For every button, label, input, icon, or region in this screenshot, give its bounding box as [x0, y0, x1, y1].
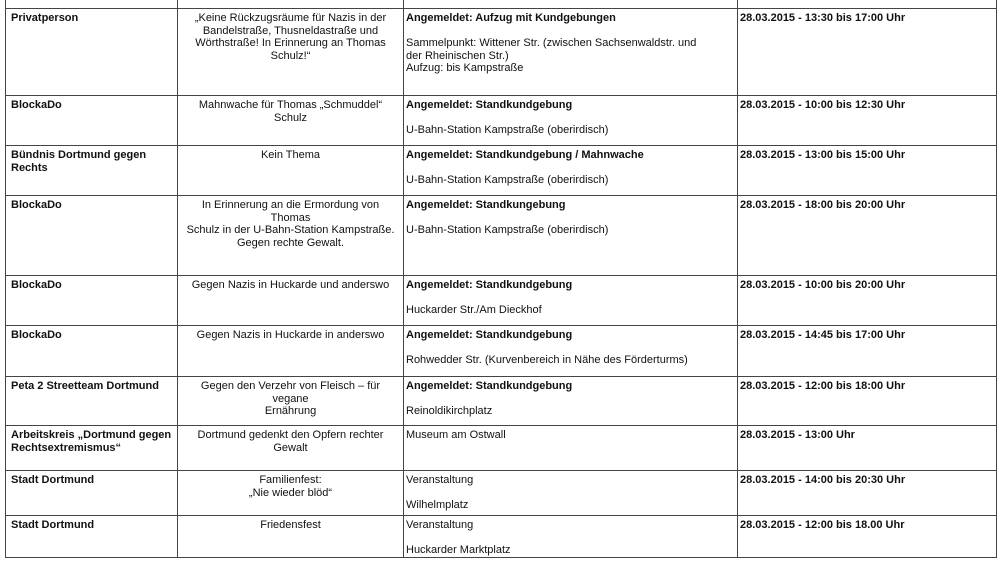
- location-line: Reinoldikirchplatz: [406, 405, 493, 417]
- location-line: Sammelpunkt: Wittener Str. (zwischen Sachsenwaldstr. und: [406, 37, 697, 49]
- topic-line: Schulz in der U-Bahn-Station Kampstraße.: [186, 224, 395, 236]
- location-line: Rohwedder Str. (Kurvenbereich in Nähe des Förderturms): [406, 354, 688, 366]
- spacer: [406, 342, 733, 355]
- spacer: [406, 393, 733, 406]
- location-cell: [404, 96, 738, 146]
- time-cell: 28.03.2015 - 10:00 bis 20:00 Uhr: [738, 276, 997, 326]
- status-text: Angemeldet: Standkundgebung: [406, 99, 573, 111]
- topic-line: „Nie wieder blöd“: [248, 486, 333, 499]
- status-text: Angemeldet: Standkundgebung: [406, 329, 573, 341]
- time-cell: 28.03.2015 - 12:00 bis 18:00 Uhr: [738, 377, 997, 426]
- location-cell: [404, 426, 738, 471]
- topic-cell: [178, 196, 404, 276]
- location-line: U-Bahn-Station Kampstraße (oberirdisch): [406, 224, 609, 236]
- spacer: [406, 162, 733, 175]
- organizer-cell: Arbeitskreis „Dortmund gegen Rechtsextremismus“: [6, 426, 178, 471]
- status-text: Museum am Ostwall: [406, 429, 506, 441]
- topic-line: „Keine Rückzugsräume für Nazis in der: [194, 12, 387, 24]
- organizer-cell: Privatperson: [6, 9, 178, 96]
- topic-line: Gegen Nazis in Huckarde und anderswo: [191, 279, 390, 291]
- location-cell: [404, 471, 738, 516]
- topic-line: Wörthstraße! In Erinnerung an Thomas: [195, 37, 386, 49]
- topic-line: Friedensfest: [260, 519, 321, 531]
- location-line: Huckarder Marktplatz: [406, 544, 511, 556]
- topic-line: Dortmund gedenkt den Opfern rechter Gewalt: [197, 429, 384, 454]
- spacer: [406, 487, 733, 500]
- location-cell: [404, 276, 738, 326]
- time-cell: 28.03.2015 - 13:00 Uhr: [738, 426, 997, 471]
- status-text: Angemeldet: Standkundgebung / Mahnwache: [406, 149, 644, 161]
- topic-line: Kein Thema: [260, 149, 321, 161]
- location-cell: [404, 326, 738, 377]
- topic-line: Familienfest:: [259, 474, 322, 486]
- spacer: [406, 212, 733, 225]
- location-line: U-Bahn-Station Kampstraße (oberirdisch): [406, 124, 609, 136]
- location-cell: [404, 516, 738, 558]
- topic-line: Ernährung: [264, 405, 317, 417]
- time-cell: 28.03.2015 - 13:00 bis 15:00 Uhr: [738, 146, 997, 196]
- status-text: Angemeldet: Standkundgebung: [406, 380, 573, 392]
- table-row: [6, 9, 997, 96]
- spacer: [406, 112, 733, 125]
- status-text: Angemeldet: Standkungebung: [406, 199, 566, 211]
- time-cell: 28.03.2015 - 14:00 bis 20:30 Uhr: [738, 471, 997, 516]
- table-row: [6, 377, 997, 426]
- location-cell: [404, 146, 738, 196]
- topic-cell: [178, 377, 404, 426]
- location-line: U-Bahn-Station Kampstraße (oberirdisch): [406, 174, 609, 186]
- status-text: Veranstaltung: [406, 519, 474, 531]
- organizer-cell: BlockaDo: [6, 196, 178, 276]
- location-line: Wilhelmplatz: [406, 499, 469, 511]
- table-row: [6, 96, 997, 146]
- spacer: [406, 532, 733, 545]
- time-cell: 28.03.2015 - 13:30 bis 17:00 Uhr: [738, 9, 997, 96]
- status-text: Angemeldet: Aufzug mit Kundgebungen: [406, 12, 616, 24]
- table-row: [6, 471, 997, 516]
- organizer-cell: BlockaDo: [6, 326, 178, 377]
- location-line: Huckarder Str./Am Dieckhof: [406, 304, 542, 316]
- topic-cell: [178, 9, 404, 96]
- topic-line: Gegen den Verzehr von Fleisch – für vegane: [200, 380, 381, 405]
- topic-cell: [178, 471, 404, 516]
- organizer-cell: Stadt Dortmund: [6, 516, 178, 558]
- spacer: [406, 292, 733, 305]
- organizer-cell: BlockaDo: [6, 276, 178, 326]
- topic-cell: [178, 426, 404, 471]
- topic-line: In Erinnerung an die Ermordung von Thomas: [201, 199, 380, 224]
- time-cell: 28.03.2015 - 18:00 bis 20:00 Uhr: [738, 196, 997, 276]
- table-row: [6, 426, 997, 471]
- topic-cell: [178, 276, 404, 326]
- table-row: [6, 196, 997, 276]
- topic-line: Gegen Nazis in Huckarde in anderswo: [196, 329, 385, 341]
- table-row: [6, 146, 997, 196]
- table-row: [6, 516, 997, 558]
- topic-cell: [178, 516, 404, 558]
- location-cell: [404, 196, 738, 276]
- topic-cell: [178, 96, 404, 146]
- time-cell: 28.03.2015 - 10:00 bis 12:30 Uhr: [738, 96, 997, 146]
- topic-line: Bandelstraße, Thusneldastraße und: [202, 24, 379, 37]
- status-text: Veranstaltung: [406, 474, 474, 486]
- organizer-cell: BlockaDo: [6, 96, 178, 146]
- topic-cell: [178, 326, 404, 377]
- location-line: Aufzug: bis Kampstraße: [406, 62, 524, 74]
- organizer-cell: Peta 2 Streetteam Dortmund: [6, 377, 178, 426]
- events-table: [5, 0, 997, 558]
- location-cell: [404, 377, 738, 426]
- topic-line: Mahnwache für Thomas „Schmuddel“ Schulz: [198, 99, 383, 124]
- table-row-partial: [6, 0, 997, 9]
- status-text: Angemeldet: Standkundgebung: [406, 279, 573, 291]
- time-cell: 28.03.2015 - 12:00 bis 18.00 Uhr: [738, 516, 997, 558]
- time-cell: 28.03.2015 - 14:45 bis 17:00 Uhr: [738, 326, 997, 377]
- spacer: [406, 25, 733, 38]
- table-row: [6, 326, 997, 377]
- location-line: der Rheinischen Str.): [406, 49, 509, 62]
- organizer-cell: Stadt Dortmund: [6, 471, 178, 516]
- topic-line: Schulz!“: [270, 49, 311, 62]
- topic-cell: [178, 146, 404, 196]
- table-row: [6, 276, 997, 326]
- topic-line: Gegen rechte Gewalt.: [236, 236, 344, 249]
- location-cell: [404, 9, 738, 96]
- organizer-cell: Bündnis Dortmund gegen Rechts: [6, 146, 178, 196]
